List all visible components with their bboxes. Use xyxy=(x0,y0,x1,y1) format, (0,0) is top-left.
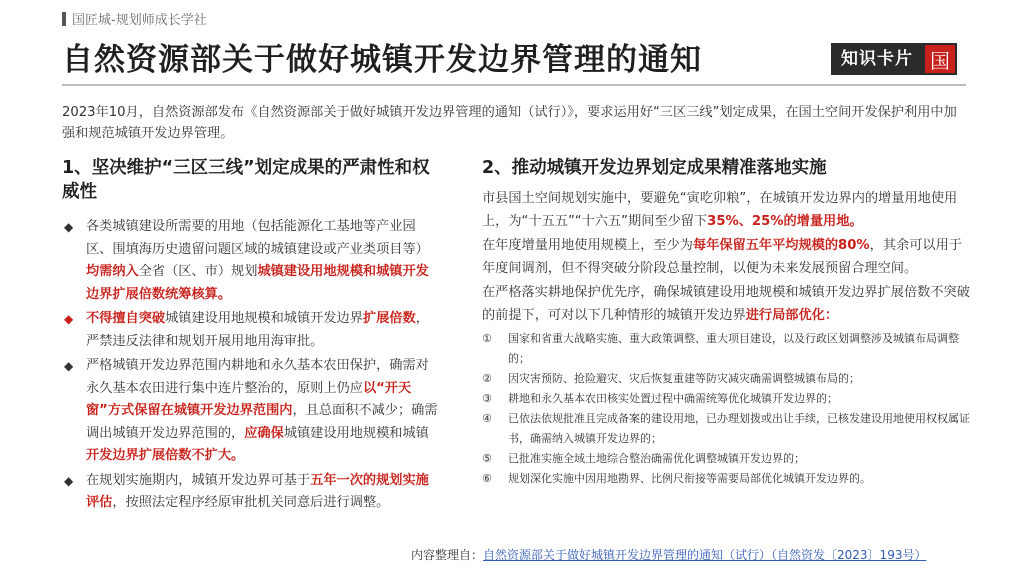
list-item: ① 国家和省重大战略实施、重大政策调整、重大项目建设，以及行政区划调整涉及城镇布局调整的； xyxy=(482,332,959,365)
paragraph: 市县国土空间规划实施中，要避免“寅吃卯粮”，在城镇开发边界内的增量用地使用上，为“十五五”“十六五”期间至少留下35%、25%的增量用地。 xyxy=(482,191,958,229)
seal-icon: 国 xyxy=(923,43,957,75)
list-item: ② 因灾害预防、抢险避灾、灾后恢复重建等防灾减灾确需调整城镇布局的； xyxy=(482,372,860,385)
page-title: 自然资源部关于做好城镇开发边界管理的通知 xyxy=(62,42,702,78)
section-2 xyxy=(482,156,972,489)
intro-paragraph: 2023年10月，自然资源部发布《自然资源部关于做好城镇开发边界管理的通知（试行）》，要求运用好“三区三线”划定成果，在国土空间开发保护利用中加强和规范城镇开发边界管理。 xyxy=(62,105,957,141)
brand-text: 国匠城-规划师成长学社 xyxy=(72,13,207,28)
source-label: 内容整理自： xyxy=(411,548,484,562)
optimization-cases-list xyxy=(482,329,972,489)
list-item: ③ 耕地和永久基本农田核实处置过程中确需统筹优化城镇开发边界的； xyxy=(482,392,838,405)
list-item: ⑥ 规划深化实施中因用地勘界、比例尺衔接等需要局部优化城镇开发边界的。 xyxy=(482,472,871,485)
source-note xyxy=(411,546,926,563)
section-1 xyxy=(62,156,440,517)
title-divider xyxy=(62,84,966,86)
paragraph: 在年度增量用地使用规模上，至少为每年保留五年平均规模的80%，其余可以用于年度间调剂，但不得突破分阶段总量控制，以便为未来发展预留合理空间。 xyxy=(482,238,962,276)
section-1-heading: 1、坚决维护“三区三线”划定成果的严肃性和权威性 xyxy=(62,158,430,202)
badge-label: 知识卡片 xyxy=(831,43,923,75)
source-link[interactable]: 自然资源部关于做好城镇开发边界管理的通知（试行）（自然资发〔2023〕193号） xyxy=(483,548,927,562)
bullet-item: ◆ 在规划实施期内，城镇开发边界可基于五年一次的规划实施评估，按照法定程序经原审批机关同意后进行调整。 xyxy=(62,470,440,515)
list-item: ⑤ 已批准实施全域土地综合整治确需优化调整城镇开发边界的； xyxy=(482,452,805,465)
paragraph: 在严格落实耕地保护优先序，确保城镇建设用地规模和城镇开发边界扩展倍数不突破的前提下，可对以下几种情形的城镇开发边界进行局部优化： xyxy=(482,285,970,323)
knowledge-card-badge xyxy=(831,43,957,75)
bullet-item: ◆ 严格城镇开发边界范围内耕地和永久基本农田保护，确需对永久基本农田进行集中连片整治的，原则上仍应以“开天窗”方式保留在城镇开发边界范围内，且总面积不减少；确需调出城镇开发边界范围的，应确保城镇建设用地规模和城镇开发边界扩展倍数不扩大。 xyxy=(62,355,440,468)
list-item: ④ 已依法依规批准且完成备案的建设用地，已办理划拨或出让手续，已核发建设用地使用权权属证书，确需纳入城镇开发边界的； xyxy=(482,412,970,445)
section-2-heading: 2、推动城镇开发边界划定成果精准落地实施 xyxy=(482,158,827,178)
diamond-icon: ◆ xyxy=(64,220,74,234)
brand-bar-icon xyxy=(62,12,66,26)
diamond-icon: ◆ xyxy=(64,312,74,326)
diamond-icon: ◆ xyxy=(64,359,74,373)
bullet-item: ◆ 各类城镇建设所需要的用地（包括能源化工基地等产业园区、围填海历史遗留问题区域的城镇建设或产业类项目等）均需纳入全省（区、市）规划城镇建设用地规模和城镇开发边界扩展倍数统筹核算。 xyxy=(62,216,440,306)
bullet-item: ◆ 不得擅自突破城镇建设用地规模和城镇开发边界扩展倍数，严禁违反法律和规划开展用地用海审批。 xyxy=(62,308,440,353)
brand-header xyxy=(62,9,207,28)
diamond-icon: ◆ xyxy=(64,473,74,488)
